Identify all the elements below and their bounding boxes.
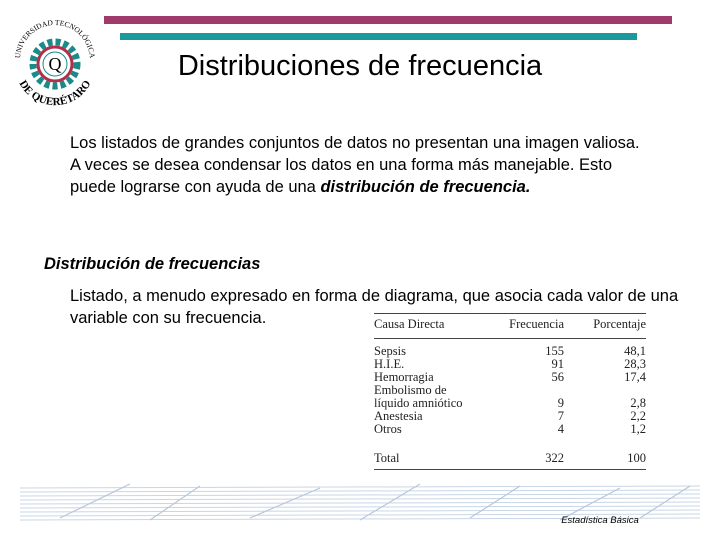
table-row: Hemorragia 56 17,4 (374, 370, 646, 384)
table-rule-top (374, 313, 646, 314)
top-accent-bar (104, 16, 672, 24)
slide-title: Distribuciones de frecuencia (177, 50, 543, 82)
university-logo (8, 8, 102, 112)
table-rule-bottom (374, 469, 646, 470)
table-total-row: Total 322 100 (374, 451, 646, 465)
table-row: Sepsis 155 48,1 (374, 344, 646, 358)
table-row: Otros 4 1,2 (374, 422, 646, 436)
table-row: H.I.E. 91 28,3 (374, 357, 646, 371)
table-row: Embolismo de (374, 383, 447, 397)
second-accent-bar (120, 33, 637, 40)
header-cause: Causa Directa (374, 317, 445, 331)
logo-top-text: UNIVERSIDAD TECNOLÓGICA (12, 17, 98, 59)
table-header-row (374, 316, 646, 332)
table-row: líquido amniótico 9 2,8 (374, 396, 646, 410)
intro-text: Los listados de grandes conjuntos de datos no presentan una imagen valiosa. A veces se desea condensar los datos en una forma más manejable. Esto puede lograrse con ayuda de una (70, 134, 640, 196)
header-percentage: Porcentaje (593, 317, 646, 331)
header-frequency: Frecuencia (509, 317, 564, 331)
subheading: Distribución de frecuencias (44, 255, 261, 273)
intro-emphasis: distribución de frecuencia. (320, 178, 531, 196)
logo-bottom-text: DE QUERÉTARO (16, 78, 94, 109)
frequency-table (374, 313, 646, 470)
footer-label: Estadística Básica (561, 515, 639, 526)
intro-paragraph (70, 132, 650, 198)
logo-letter: Q (48, 54, 62, 74)
table-row: Anestesia 7 2,2 (374, 409, 646, 423)
definition-paragraph: Listado, a menudo expresado en forma de diagrama, que asocia cada valor de una variable con su frecuencia. (70, 287, 679, 327)
